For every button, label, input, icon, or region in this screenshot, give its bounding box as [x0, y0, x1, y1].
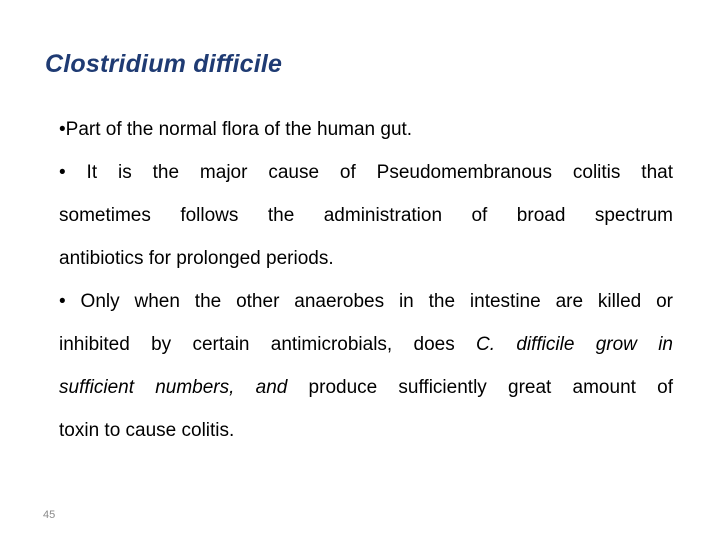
- text-segment: • It is the major cause of Pseudomembranous colitis that: [59, 162, 673, 183]
- text-segment: antibiotics for prolonged periods.: [59, 248, 334, 269]
- bullet-3-line-2: [59, 323, 673, 366]
- text-segment: • Only when the other anaerobes in the intestine are killed or: [59, 291, 673, 312]
- bullet-3-line-4: [59, 409, 673, 452]
- text-segment: C. difficile grow in: [476, 334, 673, 355]
- bullet-3-line-1: [59, 280, 673, 323]
- slide-title: Clostridium difficile: [45, 50, 283, 78]
- bullet-1-line-1: [59, 108, 673, 151]
- bullet-3-line-3: [59, 366, 673, 409]
- text-segment: produce sufficiently great amount of: [287, 377, 673, 398]
- page-number: 45: [43, 509, 56, 521]
- bullet-2-line-1: [59, 151, 673, 194]
- text-segment: sufficient numbers, and: [59, 377, 288, 398]
- bullet-list: [59, 108, 673, 452]
- text-segment: sometimes follows the administration of broad spectrum: [59, 205, 673, 226]
- bullet-2-line-3: [59, 237, 673, 280]
- text-segment: toxin to cause colitis.: [59, 420, 235, 441]
- text-segment: inhibited by certain antimicrobials, does: [59, 334, 477, 355]
- text-segment: •Part of the normal flora of the human gut.: [59, 119, 413, 140]
- bullet-2-line-2: [59, 194, 673, 237]
